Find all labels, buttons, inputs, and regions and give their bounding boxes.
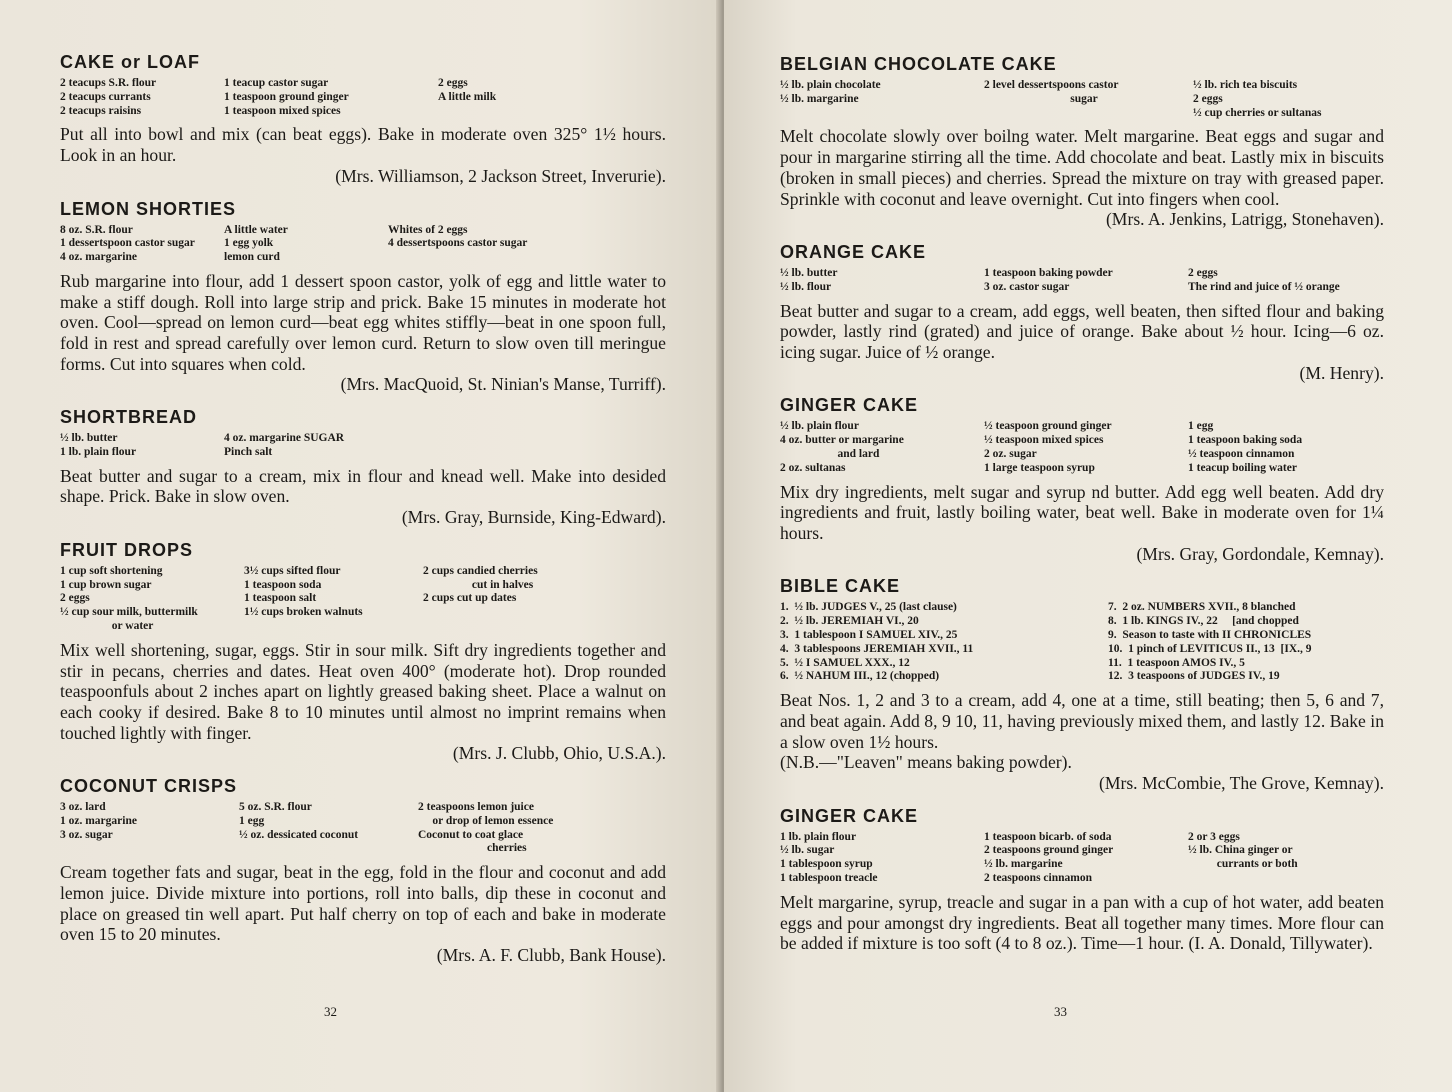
recipe-title: COCONUT CRISPS: [60, 776, 238, 797]
recipe-title: FRUIT DROPS: [60, 539, 194, 560]
ingredient-column: 2 eggs A little milk: [438, 77, 497, 103]
bible-ingredient: 8. 1 lb. KINGS IV., 22 [and chopped: [1108, 615, 1299, 628]
ingredient-column: [1108, 601, 1384, 684]
page-number: 33: [1054, 1004, 1067, 1019]
recipe: [60, 776, 666, 966]
ingredient-list: [60, 432, 666, 460]
recipe-method: Rub margarine into flour, add 1 dessert spoon castor, yolk of egg and little water to make a stiff dough. Roll into large strip and prick. Bake 15 minutes in moderate hot oven. Cool—spread on lemon curd—beat egg whites stiffly—beat in one spoon full, fold in rest and spread carefully over lemon curd. Return to slow oven till meringue forms. Cut into squares when cold.: [60, 270, 666, 374]
recipe-title: GINGER CAKE: [780, 805, 919, 826]
bible-ingredient: 11. 1 teaspoon AMOS IV., 5: [1108, 656, 1245, 669]
recipe-title: BIBLE CAKE: [780, 576, 901, 597]
ingredient-list: [780, 831, 1384, 886]
bible-ingredient: 4. 3 tablespoons JEREMIAH XVII., 11: [780, 642, 974, 655]
recipe-title: CAKE or LOAF: [60, 52, 200, 72]
recipe: [780, 242, 1384, 383]
ingredient-column: 3½ cups sifted flour 1 teaspoon soda 1 teaspoon salt 1½ cups broken walnuts: [244, 564, 363, 619]
ingredient-column: 1 teacup castor sugar 1 teaspoon ground ginger 1 teaspoon mixed spices: [224, 77, 349, 117]
ingredient-column: 2 eggs The rind and juice of ½ orange: [1188, 266, 1340, 293]
ingredient-list: [60, 565, 666, 634]
recipe-method: Mix dry ingredients, melt sugar and syrup nd butter. Add egg well beaten. Add dry ingredients and fruit, lastly boiling water, beat well. Bake in moderate oven for 1¼ hours.: [780, 481, 1384, 543]
ingredient-list: [60, 77, 666, 118]
bible-cake-ingredients: [780, 601, 1384, 684]
ingredient-column: 3 oz. lard 1 oz. margarine 3 oz. sugar: [60, 801, 137, 841]
left-recipes: [60, 52, 666, 966]
bible-ingredient: 12. 3 teaspoons of JUDGES IV., 19: [1108, 670, 1280, 683]
ingredient-column: Whites of 2 eggs 4 dessertspoons castor sugar: [388, 223, 528, 250]
recipe-credit: (Mrs. A. F. Clubb, Bank House).: [436, 945, 666, 966]
ingredient-list: [60, 801, 666, 856]
ingredient-column: 5 oz. S.R. flour 1 egg ½ oz. dessicated coconut: [239, 801, 359, 841]
recipe-credit: (Mrs. A. Jenkins, Latrigg, Stonehaven).: [1105, 209, 1384, 230]
recipe: [780, 806, 1384, 954]
bible-ingredient: 7. 2 oz. NUMBERS XVII., 8 blanched: [1108, 601, 1296, 614]
ingredient-list: [60, 224, 666, 265]
ingredient-column: ½ teaspoon ground ginger ½ teaspoon mixed spices 2 oz. sugar 1 large teaspoon syrup: [984, 420, 1112, 474]
bible-ingredient: 10. 1 pinch of LEVITICUS II., 13 [IX., 9: [1108, 642, 1312, 655]
recipe-credit: (Mrs. J. Clubb, Ohio, U.S.A.).: [452, 743, 666, 764]
recipe-credit: (M. Henry).: [1299, 362, 1384, 383]
recipe: [60, 199, 666, 396]
right-page: [724, 0, 1452, 1092]
recipe-credit: (Mrs. MacQuoid, St. Ninian's Manse, Turriff).: [340, 374, 666, 395]
recipe-method: Beat butter and sugar to a cream, add eggs, well beaten, then sifted flour and baking powder, lastly rind (grated) and juice of orange. Bake about ½ hour. Icing—6 oz. icing sugar. Juice of ½ orange.: [780, 300, 1384, 362]
ingredient-list: [780, 420, 1384, 475]
ingredient-column: 1 egg 1 teaspoon baking soda ½ teaspoon cinnamon 1 teacup boiling water: [1188, 420, 1303, 474]
recipe-method: Cream together fats and sugar, beat in the egg, fold in the flour and coconut and add lemon juice. Divide mixture into portions, roll into balls, dip these in coconut and place on greased tin well apart. Put half cherry on top of each and bake in moderate oven 15 to 20 minutes.: [60, 862, 666, 945]
ingredient-column: 8 oz. S.R. flour 1 dessertspoon castor sugar 4 oz. margarine: [60, 223, 195, 264]
recipe-credit: (Mrs. Gray, Burnside, King-Edward).: [401, 507, 666, 528]
ingredient-column: 1 cup soft shortening 1 cup brown sugar 2 eggs ½ cup sour milk, buttermilk or water: [60, 564, 198, 632]
ingredient-column: [780, 601, 1100, 684]
recipe-title: BELGIAN CHOCOLATE CAKE: [780, 54, 1057, 74]
ingredient-column: ½ lb. butter 1 lb. plain flour: [60, 432, 137, 458]
page-number: 32: [324, 1004, 337, 1019]
ingredient-column: 4 oz. margarine SUGAR Pinch salt: [224, 432, 345, 458]
recipe-method: Melt chocolate slowly over boilng water. Melt margarine. Beat eggs and sugar and pour in margarine stirring all the time. Add chocolate and beat. Lastly mix in biscuits (broken in small pieces) and cherries. Spread the mixture on tray with greased paper. Sprinkle with coconut and leave overnight. Cut into fingers when cool.: [780, 126, 1384, 209]
ingredient-list: [780, 79, 1384, 120]
recipe-method: Beat butter and sugar to a cream, mix in flour and knead well. Make into desided shape. Prick. Bake in slow oven.: [60, 465, 666, 507]
bible-ingredient: 3. 1 tablespoon I SAMUEL XIV., 25: [780, 628, 958, 641]
ingredient-list: [780, 267, 1384, 295]
left-page: [0, 0, 722, 1092]
ingredient-column: ½ lb. plain flour 4 oz. butter or margarine and lard 2 oz. sultanas: [780, 420, 904, 474]
ingredient-column: 2 teacups S.R. flour 2 teacups currants 2 teacups raisins: [60, 77, 157, 117]
recipe-method: Melt margarine, syrup, treacle and sugar in a pan with a cup of hot water, add beaten eggs and pour amongst dry ingredients. Beat all together many times. More flour can be added if mixture is too soft (4 to 8 oz.). Time—1 hour. (I. A. Donald, Tillywater).: [780, 891, 1384, 954]
bible-cake-recipe: [780, 576, 1384, 793]
recipe-credit: (Mrs. Williamson, 2 Jackson Street, Inverurie).: [335, 165, 666, 186]
bible-ingredient: 2. ½ lb. JEREMIAH VI., 20: [780, 615, 919, 628]
right-recipes: [780, 54, 1384, 954]
recipe-credit: (Mrs. Gray, Gordondale, Kemnay).: [1136, 543, 1384, 564]
recipe-note: (N.B.—"Leaven" means baking powder).: [780, 752, 1072, 773]
recipe-method: Beat Nos. 1, 2 and 3 to a cream, add 4, one at a time, still beating; then 5, 6 and 7, and beat again. Add 8, 9 10, 11, having previously mixed them, and lastly 12. Bake in a slow oven 1½ hours.: [780, 690, 1384, 752]
ingredient-column: ½ lb. butter ½ lb. flour: [780, 266, 838, 293]
ingredient-column: 2 cups candied cherries cut in halves 2 cups cut up dates: [423, 564, 538, 605]
recipe-title: LEMON SHORTIES: [60, 198, 237, 219]
ingredient-column: 2 teaspoons lemon juice or drop of lemon essence Coconut to coat glace cherries: [418, 801, 554, 855]
recipe-title: SHORTBREAD: [60, 407, 198, 428]
recipe-method: Put all into bowl and mix (can beat eggs). Bake in moderate oven 325° 1½ hours. Look in an hour.: [60, 124, 666, 166]
bible-ingredient: 9. Season to taste with II CHRONICLES: [1108, 628, 1312, 641]
ingredient-column: 1 lb. plain flour ½ lb. sugar 1 tablespoon syrup 1 tablespoon treacle: [780, 830, 878, 884]
recipe: [60, 52, 666, 187]
recipe: [60, 540, 666, 764]
ingredient-column: 1 teaspoon bicarb. of soda 2 teaspoons ground ginger ½ lb. margarine 2 teaspoons cinnamon: [984, 830, 1114, 884]
recipe-title: GINGER CAKE: [780, 395, 919, 416]
ingredient-column: 2 or 3 eggs ½ lb. China ginger or currants or both: [1188, 830, 1298, 871]
recipe-title: ORANGE CAKE: [780, 241, 927, 262]
ingredient-column: A little water 1 egg yolk lemon curd: [224, 223, 288, 264]
bible-ingredient: 5. ½ I SAMUEL XXX., 12: [780, 656, 910, 669]
ingredient-column: 1 teaspoon baking powder 3 oz. castor sugar: [984, 266, 1113, 293]
recipe: [780, 54, 1384, 230]
recipe-method: Mix well shortening, sugar, eggs. Stir in sour milk. Sift dry ingredients together and stir in pecans, cherries and dates. Heat oven 400° (moderate hot). Drop rounded teaspoonfuls about 2 inches apart on lightly greased baking sheet. Place a walnut on each cooky if desired. Bake 8 to 10 minutes until almost no imprint remains when touched lightly with finger.: [60, 639, 666, 743]
bible-ingredient: 1. ½ lb. JUDGES V., 25 (last clause): [780, 601, 957, 614]
ingredient-column: ½ lb. rich tea biscuits 2 eggs ½ cup cherries or sultanas: [1193, 79, 1322, 119]
ingredient-column: ½ lb. plain chocolate ½ lb. margarine: [780, 79, 881, 105]
recipe: [780, 395, 1384, 564]
recipe-credit: (Mrs. McCombie, The Grove, Kemnay).: [1098, 772, 1384, 793]
bible-ingredient: 6. ½ NAHUM III., 12 (chopped): [780, 670, 940, 683]
recipe: [60, 407, 666, 528]
ingredient-column: 2 level dessertspoons castor sugar: [984, 79, 1119, 105]
